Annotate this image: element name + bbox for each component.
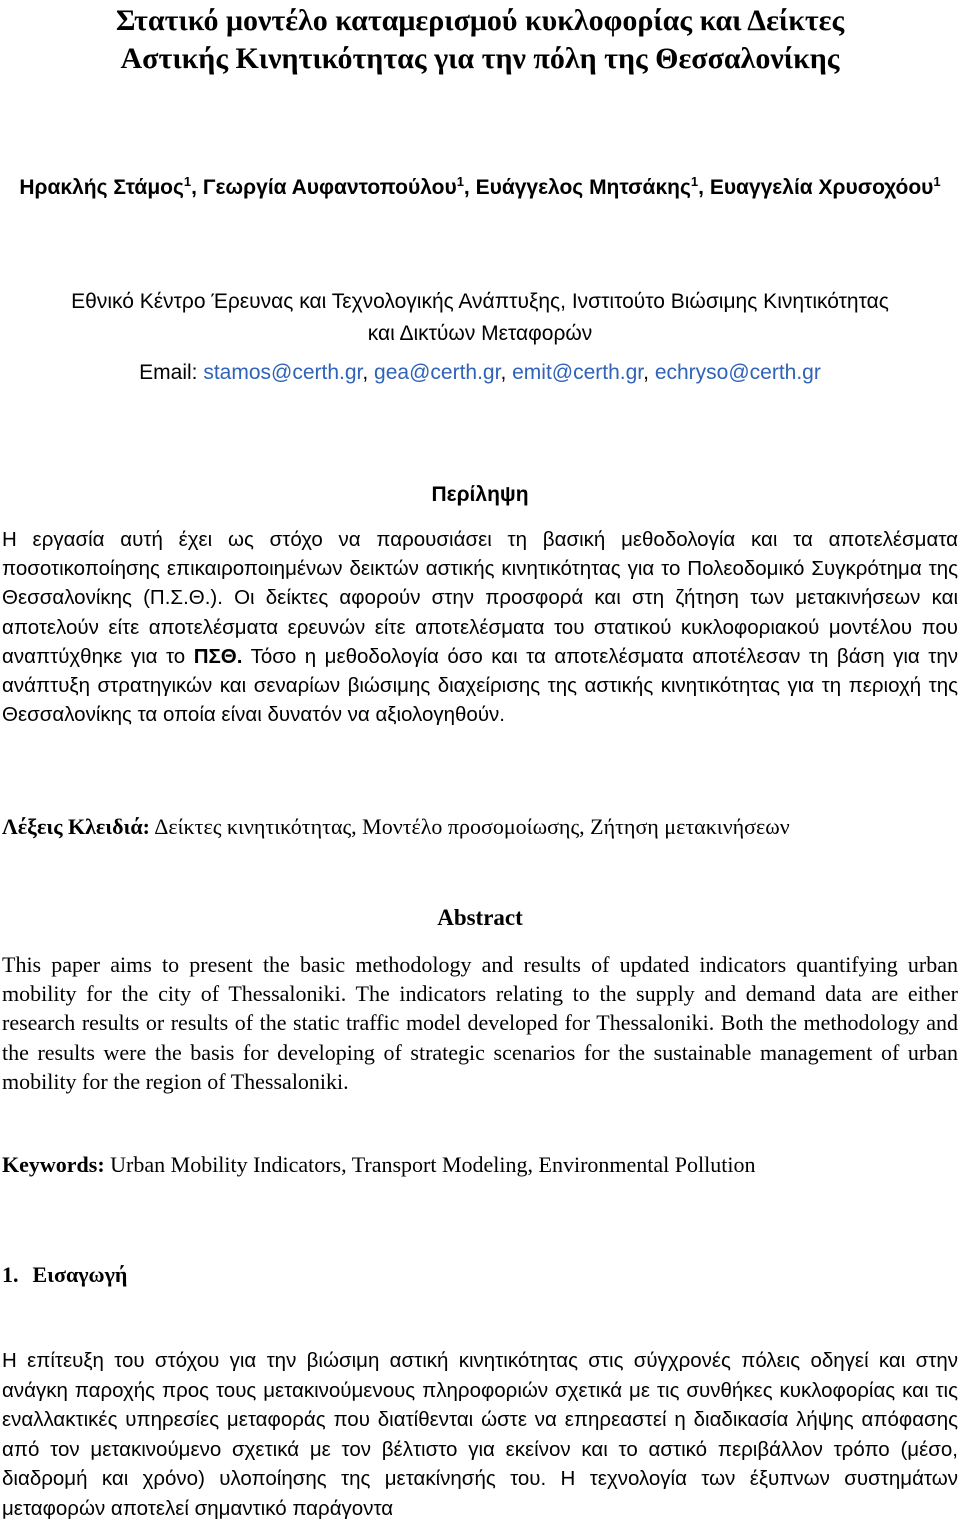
email-link-stamos[interactable]: stamos@certh.gr xyxy=(203,361,363,384)
keywords-en-text: Urban Mobility Indicators, Transport Modeling, Environmental Pollution xyxy=(104,1152,756,1177)
email-link-gea[interactable]: gea@certh.gr xyxy=(374,361,501,384)
section-title: Εισαγωγή xyxy=(32,1262,128,1287)
title-line-1: Στατικό μοντέλο καταμερισμού κυκλοφορίας και Δείκτες xyxy=(115,4,845,37)
author-name: Γεωργία Αυφαντοπούλου xyxy=(202,176,457,199)
author-name: Ευαγγελία Χρυσοχόου xyxy=(709,176,934,199)
email-link-emit[interactable]: emit@certh.gr xyxy=(512,361,644,384)
email-link-echryso[interactable]: echryso@certh.gr xyxy=(654,361,821,384)
keywords-gr-label: Λέξεις Κλειδιά: xyxy=(2,814,150,839)
author-affiliation-mark: 1 xyxy=(183,174,192,189)
keywords-en xyxy=(2,1150,958,1180)
abstract-en-heading: Abstract xyxy=(437,905,523,930)
author-list: Ηρακλής Στάμος$^1$, Γεωργία Αυφαντοπούλου$^1$, Ευάγγελος Μητσάκης$^1$, Ευαγγελία Χρυσοχόου$^1$ xyxy=(19,174,941,199)
abstract-gr-heading: Περίληψη xyxy=(431,483,529,506)
abstract-gr-text-part: Τόσο η μεθοδολογία όσο και τα αποτελέσματα αποτέλεσαν τη βάση για την ανάπτυξη στρατηγικών και σεναρίων βιώσιμης διαχείρισης της αστικής κινητικότητας για τη περιοχή της Θεσσαλονίκης τα οποία είναι δυνατόν να αξιολογηθούν. xyxy=(2,644,958,727)
affiliation-line-2: και Δικτύων Μεταφορών xyxy=(367,322,593,345)
section-1-text: Η επίτευξη του στόχου για την βιώσιμη αστική κινητικότητας στις σύγχρονές πόλεις οδηγεί και στην ανάγκη παροχής προς τους μετακινούμενους πληροφοριών σχετικά με τις συνθήκες κυκλοφορίας και τις εναλλακτικές υπηρεσίες μεταφοράς που διατίθενται ώστε να επηρεαστεί η διαδικασία λήψης απόφασης από τον μετακινούμενο σχετικά με τον βέλτιστο για εκείνον και το αστικό περιβάλλον τρόπο (μέσο, διαδρομή και χρόνο) υλοποίησης της μετακίνησής του. Η τεχνολογία των έξυπνων συστημάτων μεταφορών αποτελεί σημαντικό παράγοντα xyxy=(2,1349,958,1520)
abstract-en-text: This paper aims to present the basic methodology and results of updated indicators quantifying urban mobility for the city of Thessaloniki. The indicators relating to the supply and demand data are either research results or results of the static traffic model developed for Thessaloniki. Both the methodology and the results were the basis for developing of strategic scenarios for the sustainable management of urban mobility for the region of Thessaloniki. xyxy=(2,952,958,1094)
abstract-gr-text-part: Η εργασία αυτή έχει ως στόχο να παρουσιάσει τη βασική μεθοδολογία και τα αποτελέσματα ποσοτικοποίησης επικαιροποιημένων δεικτών αστικής κινητικότητας για το Πολεοδομικό Συγκρότημα της Θεσσαλονίκης (Π.Σ.Θ.). Οι δείκτες αφορούν στην προσφορά και στη ζήτηση των μετακινήσεων και αποτελούν είτε αποτελέσματα ερευνών είτε αποτελέσματα του στατικού κυκλοφοριακού μοντέλου που αναπτύχθηκε για το xyxy=(2,528,958,668)
email-label: Email: xyxy=(139,361,204,384)
author-name: Ηρακλής Στάμος xyxy=(19,176,184,199)
affiliation-line-1: Εθνικό Κέντρο Έρευνας και Τεχνολογικής Ανάπτυξης, Ινστιτούτο Βιώσιμης Κινητικότητας xyxy=(71,290,889,313)
author-affiliation-mark: 1 xyxy=(933,174,941,189)
keywords-gr xyxy=(2,812,958,842)
author-affiliation-mark: 1 xyxy=(456,174,464,189)
affiliation xyxy=(0,286,960,350)
title-line-2: Αστικής Κινητικότητας για την πόλη της Θεσσαλονίκης xyxy=(120,42,840,75)
paper-title xyxy=(0,2,960,78)
author-affiliation-mark: 1 xyxy=(690,174,699,189)
email-line: Email: stamos@certh.gr, gea@certh.gr, emit@certh.gr, echryso@certh.gr xyxy=(139,361,821,384)
abstract-gr-text-bold: ΠΣΘ. xyxy=(193,644,243,668)
keywords-en-label: Keywords: xyxy=(2,1152,105,1177)
author-name: Ευάγγελος Μητσάκης xyxy=(475,176,691,199)
section-number: 1. xyxy=(2,1262,19,1287)
abstract-gr-text xyxy=(2,525,958,729)
section-heading xyxy=(2,1262,127,1288)
keywords-gr-text: Δείκτες κινητικότητας, Μοντέλο προσομοίωσης, Ζήτηση μετακινήσεων xyxy=(149,814,790,839)
